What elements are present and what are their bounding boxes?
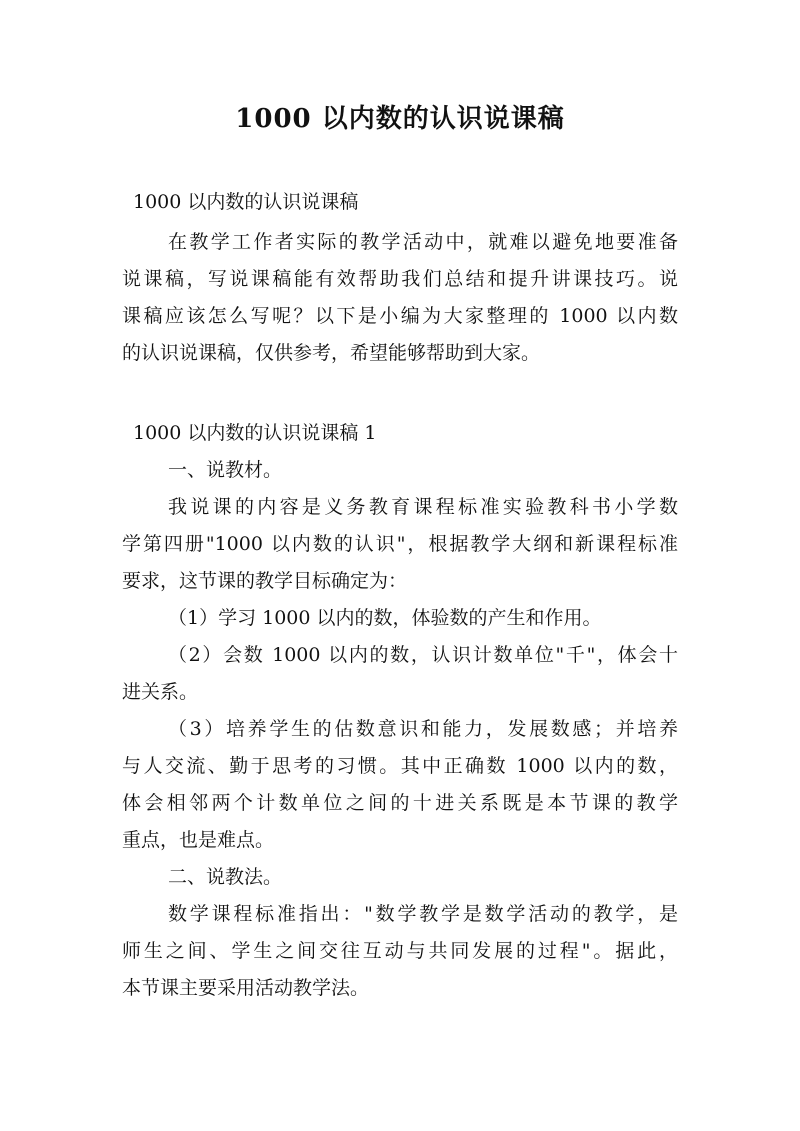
methods-line-1: 数学课程标准指出："数学教学是数学活动的教学，是 bbox=[168, 903, 678, 925]
intro-line-3: 课稿应该怎么写呢？以下是小编为大家整理的 1000 以内数 bbox=[122, 305, 678, 327]
methods-line-3: 本节课主要采用活动教学法。 bbox=[122, 977, 370, 999]
intro-line-2: 说课稿，写说课稿能有效帮助我们总结和提升讲课技巧。说 bbox=[122, 268, 678, 290]
materials-line-3: 要求，这节课的教学目标确定为： bbox=[122, 570, 408, 592]
document-subtitle: 1000 以内数的认识说课稿 bbox=[133, 191, 359, 213]
document-title: 1000 以内数的认识说课稿 bbox=[235, 104, 565, 134]
goal-2-line-1: （2）会数 1000 以内的数，认识计数单位"千"，体会十 bbox=[168, 644, 678, 666]
methods-line-2: 师生之间、学生之间交往互动与共同发展的过程"。据此， bbox=[122, 940, 678, 962]
goal-3-line-4: 重点，也是难点。 bbox=[122, 829, 275, 851]
goal-3-line-3: 体会相邻两个计数单位之间的十进关系既是本节课的教学 bbox=[122, 792, 678, 814]
heading-methods: 二、说教法。 bbox=[168, 866, 283, 888]
intro-line-1: 在教学工作者实际的教学活动中，就难以避免地要准备 bbox=[168, 231, 678, 253]
goal-1: （1）学习 1000 以内的数，体验数的产生和作用。 bbox=[168, 607, 602, 629]
materials-line-1: 我说课的内容是义务教育课程标准实验教科书小学数 bbox=[168, 496, 678, 518]
goal-2-line-2: 进关系。 bbox=[122, 681, 199, 703]
goal-3-line-2: 与人交流、勤于思考的习惯。其中正确数 1000 以内的数， bbox=[122, 755, 678, 777]
section-title: 1000 以内数的认识说课稿 1 bbox=[133, 422, 377, 444]
heading-materials: 一、说教材。 bbox=[168, 459, 283, 481]
goal-3-line-1: （3）培养学生的估数意识和能力，发展数感；并培养 bbox=[168, 718, 678, 740]
intro-line-4: 的认识说课稿，仅供参考，希望能够帮助到大家。 bbox=[122, 342, 541, 364]
materials-line-2: 学第四册"1000 以内数的认识"，根据教学大纲和新课程标准 bbox=[122, 533, 678, 555]
